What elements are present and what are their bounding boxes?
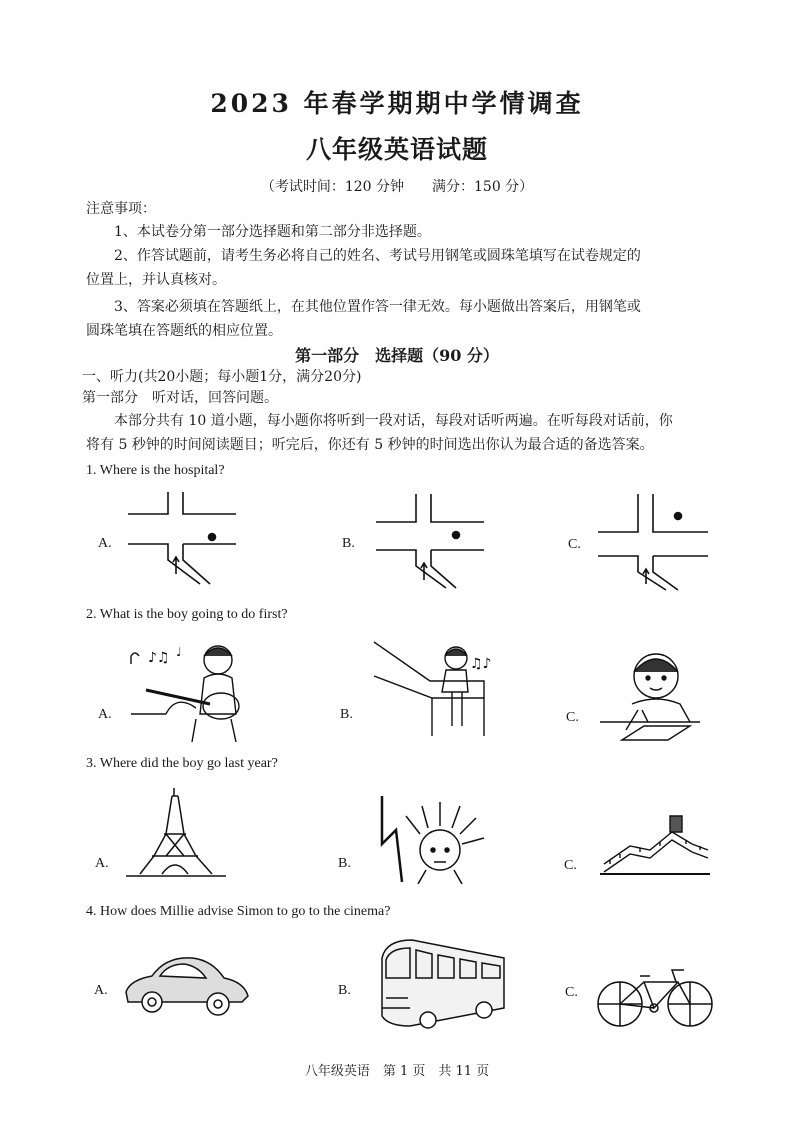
boy-writing-icon bbox=[598, 644, 703, 744]
notes-heading: 注意事项： bbox=[86, 201, 156, 217]
q2-option-a[interactable]: A. bbox=[98, 707, 112, 722]
note-item-3-line-1: 3、答案必须填在答题纸上，在其他位置作答一律无效。每小题做出答案后，用钢笔或 bbox=[114, 299, 641, 315]
statue-of-liberty-icon bbox=[378, 794, 490, 884]
great-wall-icon bbox=[600, 814, 710, 876]
q2-option-b[interactable]: B. bbox=[340, 707, 353, 722]
svg-text:♪♫: ♪♫ bbox=[148, 650, 170, 666]
q4-option-c[interactable]: C. bbox=[565, 985, 578, 1000]
page-footer: 八年级英语 第 1 页 共 11 页 bbox=[304, 1064, 490, 1079]
map-hospital-center-right-icon bbox=[376, 494, 486, 589]
svg-text:♩: ♩ bbox=[176, 645, 182, 659]
svg-text:♫♪: ♫♪ bbox=[470, 656, 492, 672]
boy-playing-piano-icon bbox=[372, 636, 507, 741]
question-2: 2. What is the boy going to do first? bbox=[86, 607, 288, 622]
note-item-2-line-2: 位置上，并认真核对。 bbox=[86, 272, 226, 288]
eiffel-tower-icon bbox=[126, 786, 226, 881]
question-1: 1. Where is the hospital? bbox=[86, 463, 225, 478]
page-subtitle: 八年级英语试题 bbox=[305, 135, 488, 164]
bus-icon bbox=[376, 938, 511, 1030]
instructions-line-2: 将有 5 秒钟的时间阅读题目；听完后，你还有 5 秒钟的时间选出你认为最合适的备选答案。 bbox=[86, 437, 654, 453]
note-item-2-line-1: 2、作答试题前，请考生务必将自己的姓名、考试号用钢笔或圆珠笔填写在试卷规定的 bbox=[114, 248, 641, 264]
q1-option-a[interactable]: A. bbox=[98, 536, 112, 551]
q4-option-b[interactable]: B. bbox=[338, 983, 351, 998]
subsection-heading: 第一部分 听对话，回答问题。 bbox=[82, 390, 278, 406]
q3-option-c[interactable]: C. bbox=[564, 858, 577, 873]
map-hospital-bottom-right-icon bbox=[128, 492, 238, 587]
car-icon bbox=[122, 952, 252, 1022]
question-3: 3. Where did the boy go last year? bbox=[86, 756, 278, 771]
instructions-line-1: 本部分共有 10 道小题，每小题你将听到一段对话，每段对话听两遍。在听每段对话前，你 bbox=[114, 413, 673, 429]
page-title: 2023 年春学期期中学情调查 bbox=[210, 89, 584, 118]
boy-playing-guitar-icon bbox=[126, 634, 251, 744]
note-item-3-line-2: 圆珠笔填在答题纸的相应位置。 bbox=[86, 323, 282, 339]
q1-option-c[interactable]: C. bbox=[568, 537, 581, 552]
q4-option-a[interactable]: A. bbox=[94, 983, 108, 998]
q2-option-c[interactable]: C. bbox=[566, 710, 579, 725]
part1-title: 第一部分 选择题（90 分） bbox=[295, 346, 499, 365]
q3-option-a[interactable]: A. bbox=[95, 856, 109, 871]
q3-option-b[interactable]: B. bbox=[338, 856, 351, 871]
exam-info: （考试时间：120 分钟 满分：150 分） bbox=[260, 179, 534, 195]
bicycle-icon bbox=[596, 962, 716, 1030]
listening-heading: 一、听力(共20小题；每小题1分，满分20分) bbox=[82, 369, 362, 385]
q1-option-b[interactable]: B. bbox=[342, 536, 355, 551]
map-hospital-top-right-icon bbox=[598, 494, 710, 592]
note-item-1: 1、本试卷分第一部分选择题和第二部分非选择题。 bbox=[114, 224, 431, 240]
question-4: 4. How does Millie advise Simon to go to the cinema? bbox=[86, 904, 391, 919]
